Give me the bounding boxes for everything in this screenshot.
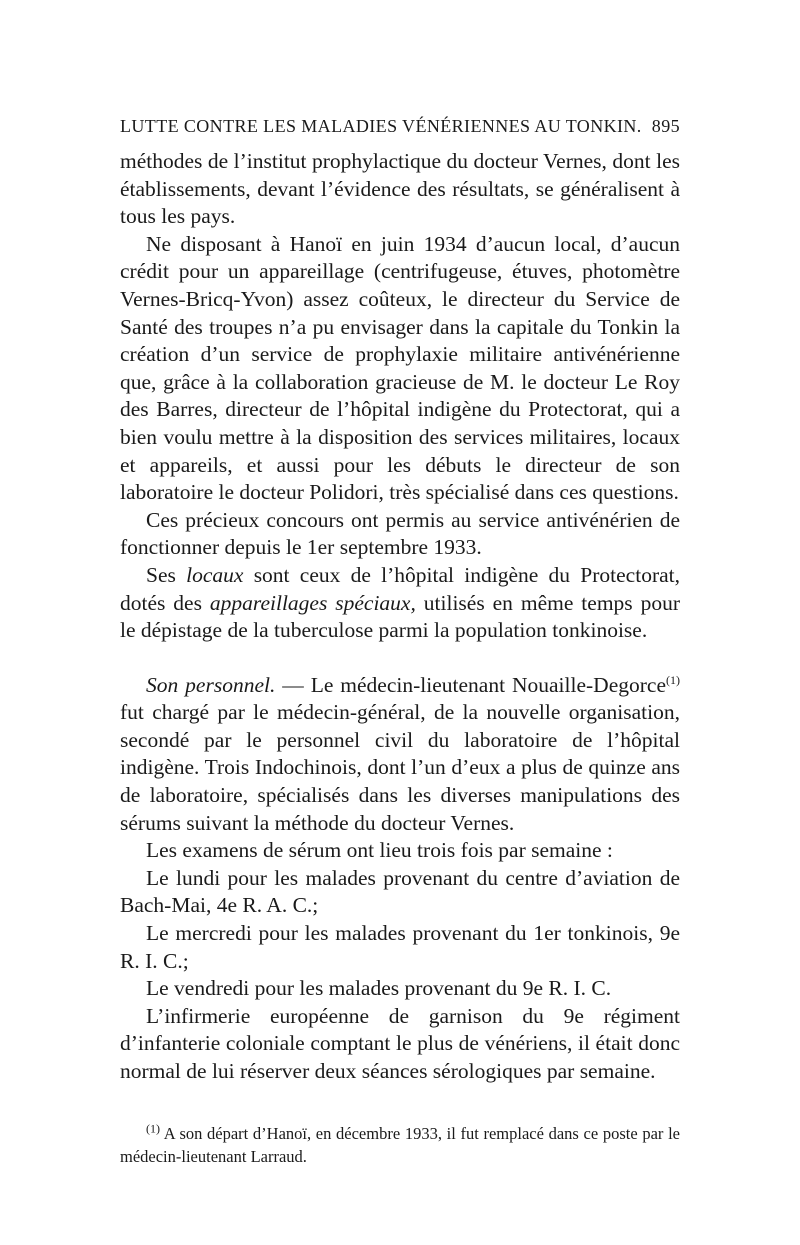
paragraph-infirmerie: L’infirmerie européenne de garnison du 9e régiment d’infanterie coloniale comptant le plus de vénériens, il était donc normal de lui réserver deux séances sérologiques par semaine.: [120, 1003, 680, 1083]
paragraph-local: Ne disposant à Hanoï en juin 1934 d’aucun local, d’aucun crédit pour un appareillage (centrifugeuse, étuves, photomètre Vernes-Bricq-Yvon) assez coûteux, le directeur du Service de Santé des troupes n’a pu envisager dans la capitale du Tonkin la création d’un service de prophylaxie militaire antivénérienne que, grâce à la collaboration gracieuse de M. le docteur Le Roy des Barres, directeur de l’hôpital indigène du Protectorat, qui a bien voulu mettre à la disposition des services militaires, locaux et appareils, et aussi pour les débuts le directeur de son laboratoire le docteur Polidori, très spécialisé dans ces questions.: [120, 231, 680, 505]
paragraph-examens: Les examens de sérum ont lieu trois fois par semaine :: [146, 838, 613, 863]
paragraph-locaux: [120, 562, 680, 645]
text-run: Ses: [146, 562, 187, 587]
paragraph-mercredi: Le mercredi pour les malades provenant du 1er tonkinois, 9e R. I. C.;: [120, 921, 680, 973]
page-number: 895: [651, 116, 680, 136]
running-title: LUTTE CONTRE LES MALADIES VÉNÉRIENNES AU TONKIN.: [120, 116, 642, 136]
paragraph-concours: Ces précieux concours ont permis au service antivénérien de fonctionner depuis le 1er septembre 1933.: [120, 507, 680, 560]
body-text: [120, 148, 680, 1086]
book-page: [120, 112, 680, 1168]
paragraph-vendredi: Le vendredi pour les malades provenant du 9e R. I. C.: [146, 976, 612, 1001]
text-run: utilisés en même temps pour le dépistage de la tuberculose parmi la population tonkinoise.: [120, 590, 680, 643]
running-head: [120, 112, 680, 140]
text-run: fut chargé par le médecin-général, de la nouvelle organisation, secondé par le personnel civil du laboratoire de l’hôpital indigène. Trois Indochinois, dont l’un d’eux a plus de quinze ans de laboratoire, spécialisés dans les diverses manipulations des sérums suivant la méthode du docteur Vernes.: [120, 700, 680, 835]
text-run: — Le médecin-lieutenant Nouaille-Degorce: [275, 672, 666, 697]
footnote-body: A son départ d’Hanoï, en décembre 1933, il fut remplacé dans ce poste par le médecin-lieutenant Larraud.: [120, 1123, 680, 1166]
paragraph-lundi: Le lundi pour les malades provenant du centre d’aviation de Bach-Mai, 4e R. A. C.;: [120, 865, 680, 918]
paragraph-personnel: [120, 672, 680, 838]
footnote: [120, 1122, 680, 1168]
emphasis-locaux: locaux: [186, 562, 244, 587]
footnote-reference: (1): [665, 672, 680, 687]
paragraph-continuation: méthodes de l’institut prophylactique du docteur Vernes, dont les établissements, devant l’évidence des résultats, se généralisent à tous les pays.: [120, 149, 680, 229]
text-run: sont ceux de l’hôpital indigène du Protectorat, dotés des: [120, 562, 680, 615]
footnote-marker: (1): [146, 1121, 160, 1136]
footnote-text: [120, 1122, 680, 1168]
emphasis-appareillages: appareillages spéciaux,: [209, 590, 416, 615]
section-heading-personnel: Son personnel.: [146, 672, 276, 697]
